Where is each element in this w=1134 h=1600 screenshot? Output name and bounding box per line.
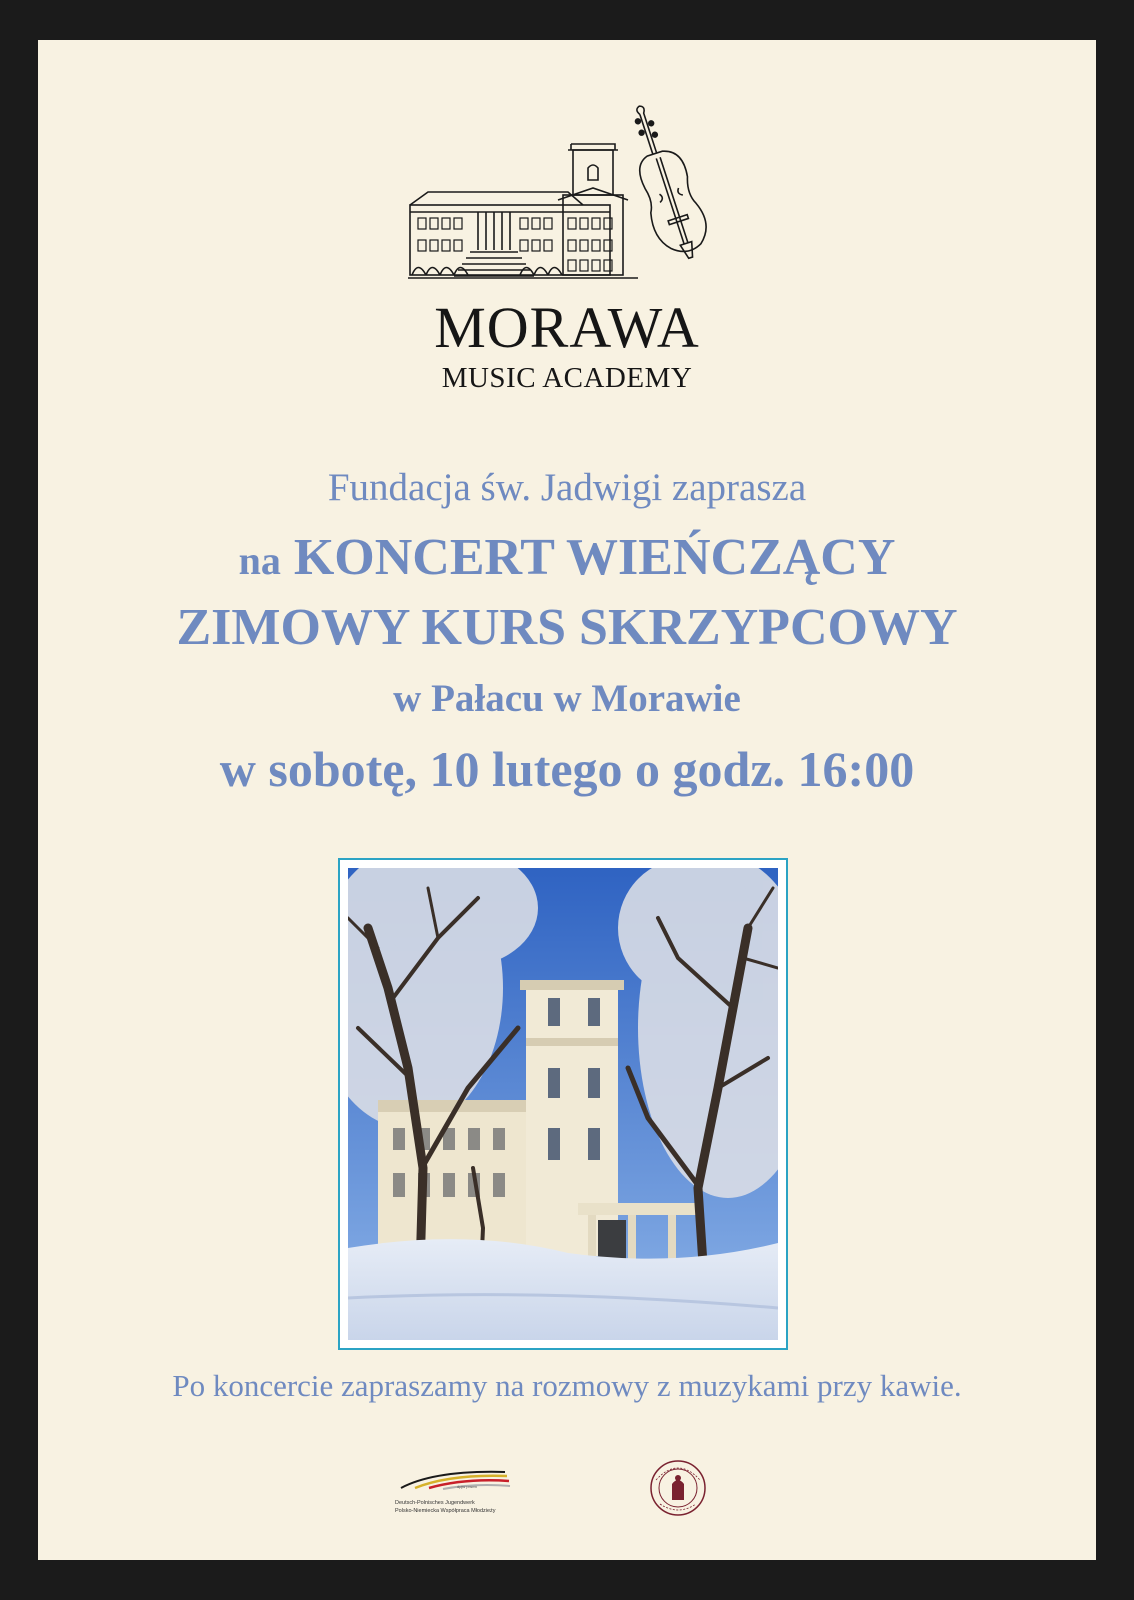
palace-violin-logo <box>408 100 708 290</box>
foundation-seal-icon <box>648 1458 708 1518</box>
invitation-prefix: na <box>238 538 281 583</box>
poster <box>38 40 1096 1560</box>
invitation-line-concert <box>38 528 1096 587</box>
palace-photo-frame <box>338 858 788 1350</box>
pnwm-name-german: Deutsch-Polnisches Jugendwerk <box>395 1500 475 1506</box>
concert-title: KONCERT WIEŃCZĄCY <box>293 529 896 586</box>
pnwm-short-label: dpjw pnwm <box>457 1484 478 1489</box>
invitation-line-foundation: Fundacja św. Jadwigi zaprasza <box>327 466 807 509</box>
venue-line: w Pałacu w Morawie <box>393 677 741 720</box>
academy-subtitle: MUSIC ACADEMY <box>441 362 693 394</box>
date-time-line: w sobotę, 10 lutego o godz. 16:00 <box>219 741 915 797</box>
course-title: ZIMOWY KURS SKRZYPCOWY <box>176 599 958 656</box>
pnwm-logo-icon <box>395 1460 515 1500</box>
after-concert-note: Po koncercie zapraszamy na rozmowy z muzykami przy kawie. <box>172 1368 962 1403</box>
academy-name: MORAWA <box>434 295 700 360</box>
pnwm-name-polish: Polsko-Niemiecka Współpraca Młodzieży <box>395 1508 496 1514</box>
winter-palace-photo <box>348 868 778 1340</box>
pnwm-partner-logo <box>395 1460 515 1520</box>
